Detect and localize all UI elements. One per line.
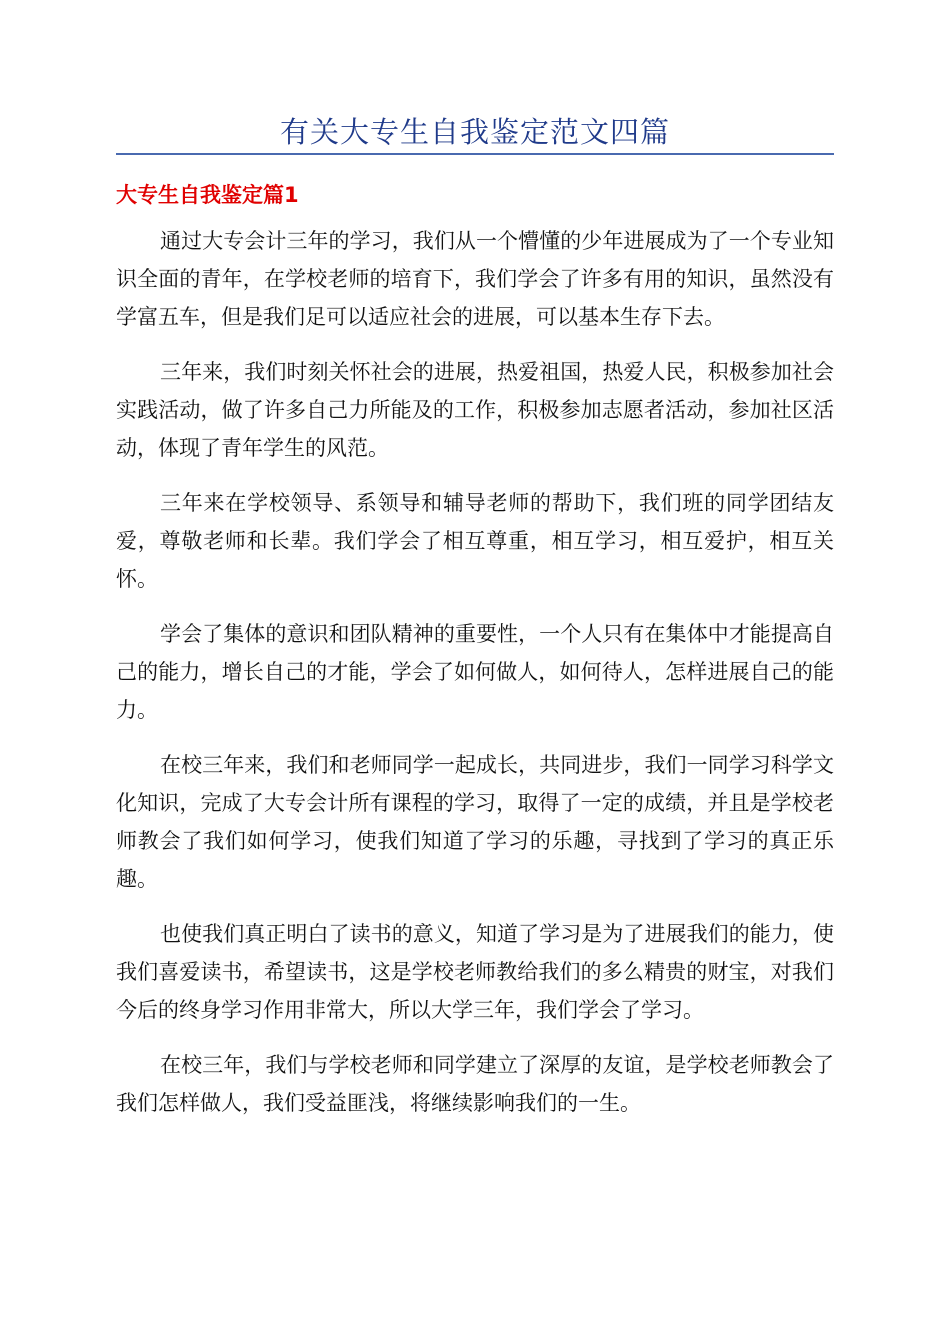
paragraph-2: 三年来，我们时刻关怀社会的进展，热爱祖国，热爱人民，积极参加社会实践活动，做了许多自己力所能及的工作，积极参加志愿者活动，参加社区活动，体现了青年学生的风范。 [116,360,834,460]
paragraph-5: 在校三年来，我们和老师同学一起成长，共同进步，我们一同学习科学文化知识，完成了大专会计所有课程的学习，取得了一定的成绩，并且是学校老师教会了我们如何学习，使我们知道了学习的乐趣，寻找到了学习的真正乐趣。 [116,753,834,891]
paragraph-6: 也使我们真正明白了读书的意义，知道了学习是为了进展我们的能力，使我们喜爱读书，希望读书，这是学校老师教给我们的多么精贵的财宝，对我们今后的终身学习作用非常大，所以大学三年，我们学会了学习。 [116,922,834,1022]
paragraph-1: 通过大专会计三年的学习，我们从一个懵懂的少年进展成为了一个专业知识全面的青年，在学校老师的培育下，我们学会了许多有用的知识，虽然没有学富五车，但是我们足可以适应社会的进展，可以基本生存下去。 [116,229,834,329]
paragraph-7: 在校三年，我们与学校老师和同学建立了深厚的友谊，是学校老师教会了我们怎样做人，我们受益匪浅，将继续影响我们的一生。 [116,1053,834,1115]
paragraph-4: 学会了集体的意识和团队精神的重要性，一个人只有在集体中才能提高自己的能力，增长自己的才能，学会了如何做人，如何待人，怎样进展自己的能力。 [116,622,834,722]
paragraph-3: 三年来在学校领导、系领导和辅导老师的帮助下，我们班的同学团结友爱，尊敬老师和长辈。我们学会了相互尊重，相互学习，相互爱护，相互关怀。 [116,491,834,591]
document-body [116,222,834,1139]
title-underline-divider [116,153,834,155]
section-heading: 大专生自我鉴定篇1 [116,183,299,207]
document-title: 有关大专生自我鉴定范文四篇 [279,115,670,149]
